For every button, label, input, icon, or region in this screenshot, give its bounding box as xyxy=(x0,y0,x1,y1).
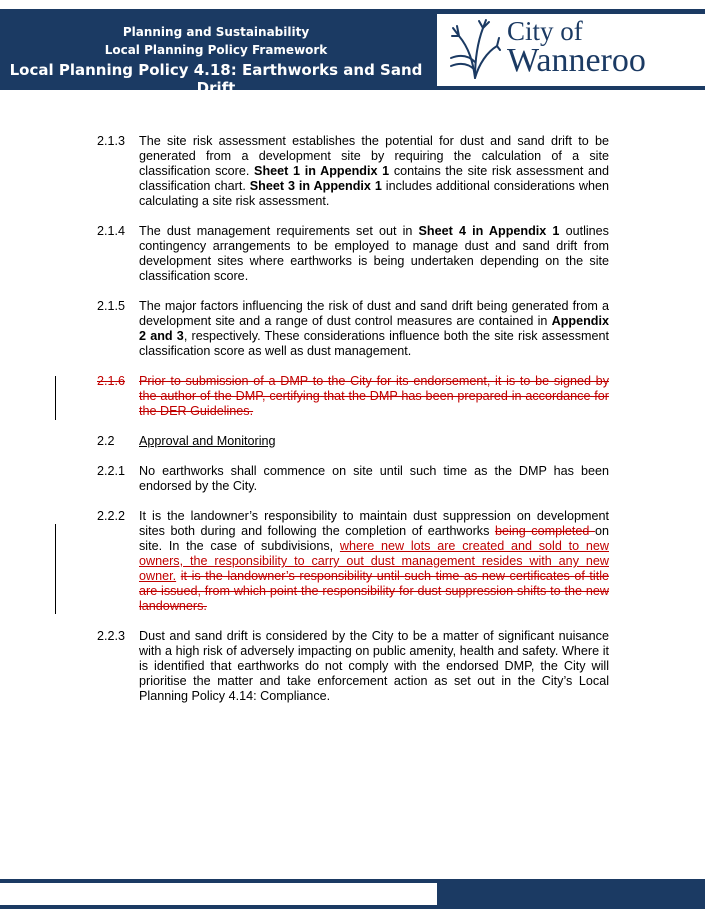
clause-number: 2.2.2 xyxy=(97,509,126,523)
clause-number: 2.1.3 xyxy=(97,134,126,148)
header-framework: Local Planning Policy Framework xyxy=(104,43,328,57)
clause-2-1-5 xyxy=(97,299,609,359)
clause-text: Dust and sand drift is considered by the City to be a matter of significant nuisance with a high risk of adversely impacting on public amenity, health and safety. Where it is identified that earthworks do not comply with the endorsed DMP, the City will prioritise the matter and take enforcement action as set out in the City’s Local Planning Policy 4.14: Compliance. xyxy=(139,629,609,703)
clause-2-2-1 xyxy=(97,464,609,494)
page-header xyxy=(0,0,705,97)
logo-wanneroo-text: Wanneroo xyxy=(507,42,646,79)
clause-2-1-4 xyxy=(97,224,609,284)
clause-2-1-6-deleted xyxy=(97,374,609,419)
clause-text: The dust management requirements set out in Sheet 4 in Appendix 1 outlines contingency arrangements to be employed to manage dust and sand drift from development sites where earthworks is being undertaken depending on the site classification score. xyxy=(139,224,609,283)
clause-2-1-3 xyxy=(97,134,609,209)
header-titles xyxy=(0,9,432,97)
clause-number: 2.1.4 xyxy=(97,224,126,238)
clause-text: The major factors influencing the risk of dust and sand drift being generated from a development site and a range of dust control measures are contained in Appendix 2 and 3, respectively. These considerations influence both the site risk assessment classification score as well as dust management. xyxy=(139,299,609,358)
city-logo xyxy=(437,14,705,86)
section-number: 2.2 xyxy=(97,434,115,448)
clause-text: The site risk assessment establishes the potential for dust and sand drift to be generated from a development site by requiring the calculation of a site classification score. Sheet 1 in Appendix 1 contains the site risk assessment and classification chart. Sheet 3 in Appendix 1 includes additional considerations when calculating a site risk assessment. xyxy=(139,134,610,208)
clause-text: It is the landowner’s responsibility to maintain dust suppression on development sites both during and following the completion of earthworks being completed on site. In the case of subdivisions, where new lots are created and sold to new owners, the responsibility to carry out dust management resides with any new owner. it is the landowner’s responsibility until such time as new certificates of title are issued, from which point the responsibility for dust suppression shifts to the new landowners. xyxy=(139,509,610,613)
section-heading-2-2 xyxy=(97,434,609,449)
clause-text: No earthworks shall commence on site until such time as the DMP has been endorsed by the City. xyxy=(139,464,609,493)
clause-2-2-3 xyxy=(97,629,609,704)
clause-2-2-2 xyxy=(97,509,609,614)
header-policy-title: Local Planning Policy 4.18: Earthworks and Sand Drift xyxy=(9,61,423,97)
inserted-text: where new lots are created and sold to new owners, the responsibility to carry out dust management resides with any new owner. xyxy=(139,539,609,583)
header-department: Planning and Sustainability xyxy=(122,25,310,39)
change-bar xyxy=(55,524,56,614)
clause-text-deleted: Prior to submission of a DMP to the City for its endorsement, it is to be signed by the author of the DMP, certifying that the DMP has been prepared in accordance for the DER Guidelines. xyxy=(139,374,609,418)
clause-number: 2.2.1 xyxy=(97,464,126,478)
document-body xyxy=(97,134,609,719)
deleted-text: being completed xyxy=(494,524,595,538)
logo-city-of-text: City of xyxy=(507,16,583,46)
clause-number: 2.1.6 xyxy=(97,374,126,388)
section-title: Approval and Monitoring xyxy=(139,434,276,448)
deleted-text: it is the landowner’s responsibility until such time as new certificates of title are issued, from which point the responsibility for dust suppression shifts to the new landowners. xyxy=(139,569,610,613)
footer-panel xyxy=(0,883,437,905)
change-bar xyxy=(55,376,56,420)
clause-number: 2.2.3 xyxy=(97,629,126,643)
clause-number: 2.1.5 xyxy=(97,299,126,313)
city-of-wanneroo-logo-icon xyxy=(449,18,501,80)
